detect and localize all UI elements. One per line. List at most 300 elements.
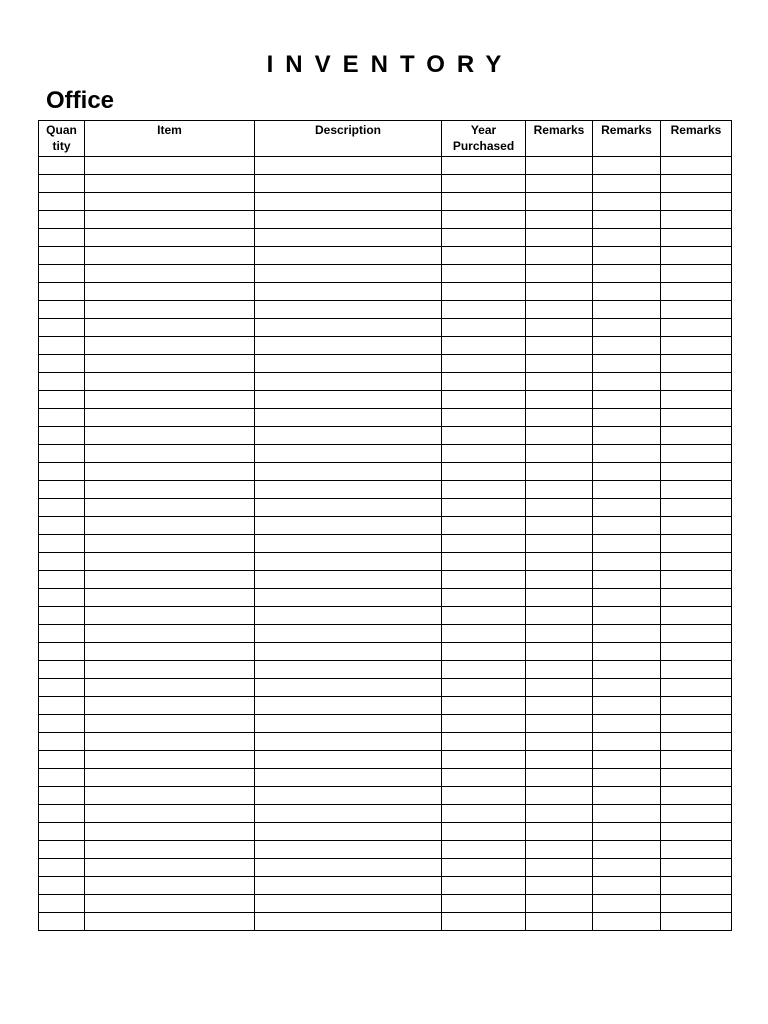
cell-remarks-3[interactable]: [661, 445, 732, 463]
cell-remarks-1[interactable]: [526, 859, 593, 877]
cell-remarks-1[interactable]: [526, 157, 593, 175]
cell-year-purchased[interactable]: [442, 733, 526, 751]
cell-remarks-3[interactable]: [661, 805, 732, 823]
cell-item[interactable]: [85, 427, 255, 445]
cell-item[interactable]: [85, 589, 255, 607]
cell-description[interactable]: [255, 841, 442, 859]
cell-remarks-1[interactable]: [526, 823, 593, 841]
cell-remarks-1[interactable]: [526, 661, 593, 679]
cell-description[interactable]: [255, 229, 442, 247]
cell-item[interactable]: [85, 859, 255, 877]
cell-quantity[interactable]: [39, 661, 85, 679]
cell-quantity[interactable]: [39, 769, 85, 787]
cell-year-purchased[interactable]: [442, 697, 526, 715]
cell-remarks-3[interactable]: [661, 211, 732, 229]
cell-description[interactable]: [255, 409, 442, 427]
cell-year-purchased[interactable]: [442, 751, 526, 769]
cell-remarks-2[interactable]: [593, 157, 661, 175]
cell-remarks-2[interactable]: [593, 211, 661, 229]
cell-year-purchased[interactable]: [442, 481, 526, 499]
cell-description[interactable]: [255, 697, 442, 715]
cell-quantity[interactable]: [39, 373, 85, 391]
cell-item[interactable]: [85, 373, 255, 391]
cell-remarks-2[interactable]: [593, 373, 661, 391]
cell-quantity[interactable]: [39, 409, 85, 427]
cell-remarks-1[interactable]: [526, 175, 593, 193]
cell-year-purchased[interactable]: [442, 715, 526, 733]
cell-item[interactable]: [85, 769, 255, 787]
cell-remarks-1[interactable]: [526, 427, 593, 445]
cell-quantity[interactable]: [39, 643, 85, 661]
cell-item[interactable]: [85, 409, 255, 427]
cell-quantity[interactable]: [39, 571, 85, 589]
cell-item[interactable]: [85, 193, 255, 211]
cell-remarks-2[interactable]: [593, 445, 661, 463]
cell-remarks-3[interactable]: [661, 319, 732, 337]
cell-item[interactable]: [85, 391, 255, 409]
cell-year-purchased[interactable]: [442, 517, 526, 535]
cell-remarks-2[interactable]: [593, 337, 661, 355]
cell-item[interactable]: [85, 265, 255, 283]
cell-remarks-3[interactable]: [661, 409, 732, 427]
cell-year-purchased[interactable]: [442, 427, 526, 445]
cell-description[interactable]: [255, 481, 442, 499]
cell-remarks-3[interactable]: [661, 913, 732, 931]
cell-description[interactable]: [255, 859, 442, 877]
cell-year-purchased[interactable]: [442, 319, 526, 337]
cell-item[interactable]: [85, 337, 255, 355]
cell-remarks-2[interactable]: [593, 463, 661, 481]
cell-quantity[interactable]: [39, 463, 85, 481]
cell-remarks-1[interactable]: [526, 211, 593, 229]
cell-quantity[interactable]: [39, 877, 85, 895]
cell-remarks-2[interactable]: [593, 643, 661, 661]
cell-year-purchased[interactable]: [442, 679, 526, 697]
cell-remarks-1[interactable]: [526, 805, 593, 823]
cell-remarks-2[interactable]: [593, 391, 661, 409]
cell-description[interactable]: [255, 265, 442, 283]
cell-description[interactable]: [255, 283, 442, 301]
cell-remarks-1[interactable]: [526, 715, 593, 733]
cell-remarks-3[interactable]: [661, 679, 732, 697]
cell-remarks-1[interactable]: [526, 247, 593, 265]
cell-description[interactable]: [255, 175, 442, 193]
cell-item[interactable]: [85, 913, 255, 931]
cell-item[interactable]: [85, 481, 255, 499]
cell-remarks-3[interactable]: [661, 157, 732, 175]
cell-remarks-3[interactable]: [661, 823, 732, 841]
cell-quantity[interactable]: [39, 157, 85, 175]
cell-remarks-2[interactable]: [593, 499, 661, 517]
cell-item[interactable]: [85, 805, 255, 823]
cell-remarks-1[interactable]: [526, 409, 593, 427]
cell-remarks-3[interactable]: [661, 463, 732, 481]
cell-remarks-3[interactable]: [661, 193, 732, 211]
cell-remarks-2[interactable]: [593, 319, 661, 337]
cell-year-purchased[interactable]: [442, 229, 526, 247]
cell-quantity[interactable]: [39, 301, 85, 319]
cell-item[interactable]: [85, 715, 255, 733]
cell-remarks-3[interactable]: [661, 589, 732, 607]
cell-description[interactable]: [255, 373, 442, 391]
cell-remarks-1[interactable]: [526, 337, 593, 355]
cell-remarks-3[interactable]: [661, 625, 732, 643]
cell-description[interactable]: [255, 391, 442, 409]
cell-description[interactable]: [255, 589, 442, 607]
cell-year-purchased[interactable]: [442, 589, 526, 607]
cell-year-purchased[interactable]: [442, 535, 526, 553]
cell-quantity[interactable]: [39, 391, 85, 409]
cell-remarks-3[interactable]: [661, 481, 732, 499]
cell-remarks-2[interactable]: [593, 607, 661, 625]
cell-quantity[interactable]: [39, 589, 85, 607]
cell-remarks-1[interactable]: [526, 319, 593, 337]
cell-quantity[interactable]: [39, 679, 85, 697]
cell-remarks-3[interactable]: [661, 301, 732, 319]
cell-quantity[interactable]: [39, 823, 85, 841]
cell-remarks-1[interactable]: [526, 481, 593, 499]
cell-remarks-1[interactable]: [526, 643, 593, 661]
cell-year-purchased[interactable]: [442, 859, 526, 877]
cell-year-purchased[interactable]: [442, 571, 526, 589]
cell-remarks-1[interactable]: [526, 193, 593, 211]
cell-remarks-2[interactable]: [593, 751, 661, 769]
cell-description[interactable]: [255, 463, 442, 481]
cell-remarks-2[interactable]: [593, 481, 661, 499]
cell-year-purchased[interactable]: [442, 805, 526, 823]
cell-remarks-3[interactable]: [661, 247, 732, 265]
cell-item[interactable]: [85, 679, 255, 697]
cell-year-purchased[interactable]: [442, 409, 526, 427]
cell-remarks-3[interactable]: [661, 283, 732, 301]
cell-remarks-2[interactable]: [593, 733, 661, 751]
cell-year-purchased[interactable]: [442, 607, 526, 625]
cell-remarks-3[interactable]: [661, 373, 732, 391]
cell-remarks-2[interactable]: [593, 715, 661, 733]
cell-item[interactable]: [85, 517, 255, 535]
cell-remarks-2[interactable]: [593, 301, 661, 319]
cell-description[interactable]: [255, 319, 442, 337]
cell-remarks-1[interactable]: [526, 463, 593, 481]
cell-item[interactable]: [85, 499, 255, 517]
cell-remarks-2[interactable]: [593, 571, 661, 589]
cell-quantity[interactable]: [39, 895, 85, 913]
cell-remarks-3[interactable]: [661, 337, 732, 355]
cell-remarks-3[interactable]: [661, 859, 732, 877]
cell-quantity[interactable]: [39, 175, 85, 193]
cell-description[interactable]: [255, 355, 442, 373]
cell-description[interactable]: [255, 553, 442, 571]
cell-description[interactable]: [255, 301, 442, 319]
cell-remarks-1[interactable]: [526, 733, 593, 751]
cell-item[interactable]: [85, 751, 255, 769]
cell-remarks-2[interactable]: [593, 589, 661, 607]
cell-year-purchased[interactable]: [442, 211, 526, 229]
cell-remarks-1[interactable]: [526, 877, 593, 895]
cell-remarks-3[interactable]: [661, 769, 732, 787]
cell-year-purchased[interactable]: [442, 337, 526, 355]
cell-description[interactable]: [255, 535, 442, 553]
cell-remarks-2[interactable]: [593, 805, 661, 823]
cell-year-purchased[interactable]: [442, 553, 526, 571]
cell-remarks-1[interactable]: [526, 355, 593, 373]
cell-item[interactable]: [85, 823, 255, 841]
cell-remarks-2[interactable]: [593, 517, 661, 535]
cell-description[interactable]: [255, 715, 442, 733]
cell-remarks-3[interactable]: [661, 895, 732, 913]
cell-remarks-3[interactable]: [661, 643, 732, 661]
cell-year-purchased[interactable]: [442, 265, 526, 283]
cell-description[interactable]: [255, 661, 442, 679]
cell-quantity[interactable]: [39, 715, 85, 733]
cell-item[interactable]: [85, 229, 255, 247]
cell-item[interactable]: [85, 697, 255, 715]
cell-item[interactable]: [85, 895, 255, 913]
cell-description[interactable]: [255, 211, 442, 229]
cell-year-purchased[interactable]: [442, 877, 526, 895]
cell-description[interactable]: [255, 769, 442, 787]
cell-year-purchased[interactable]: [442, 913, 526, 931]
cell-description[interactable]: [255, 877, 442, 895]
cell-remarks-3[interactable]: [661, 517, 732, 535]
cell-year-purchased[interactable]: [442, 787, 526, 805]
cell-remarks-3[interactable]: [661, 391, 732, 409]
cell-remarks-3[interactable]: [661, 355, 732, 373]
cell-quantity[interactable]: [39, 319, 85, 337]
cell-remarks-2[interactable]: [593, 679, 661, 697]
cell-description[interactable]: [255, 427, 442, 445]
cell-item[interactable]: [85, 175, 255, 193]
cell-description[interactable]: [255, 823, 442, 841]
cell-remarks-2[interactable]: [593, 859, 661, 877]
cell-description[interactable]: [255, 625, 442, 643]
cell-remarks-1[interactable]: [526, 625, 593, 643]
cell-remarks-3[interactable]: [661, 265, 732, 283]
cell-remarks-1[interactable]: [526, 283, 593, 301]
cell-remarks-2[interactable]: [593, 355, 661, 373]
cell-remarks-2[interactable]: [593, 193, 661, 211]
cell-remarks-1[interactable]: [526, 229, 593, 247]
cell-remarks-2[interactable]: [593, 265, 661, 283]
cell-year-purchased[interactable]: [442, 373, 526, 391]
cell-remarks-3[interactable]: [661, 571, 732, 589]
cell-item[interactable]: [85, 319, 255, 337]
cell-item[interactable]: [85, 733, 255, 751]
cell-remarks-3[interactable]: [661, 751, 732, 769]
cell-remarks-1[interactable]: [526, 265, 593, 283]
cell-remarks-1[interactable]: [526, 697, 593, 715]
cell-quantity[interactable]: [39, 481, 85, 499]
cell-description[interactable]: [255, 787, 442, 805]
cell-quantity[interactable]: [39, 805, 85, 823]
cell-item[interactable]: [85, 211, 255, 229]
cell-year-purchased[interactable]: [442, 301, 526, 319]
cell-description[interactable]: [255, 247, 442, 265]
cell-remarks-3[interactable]: [661, 535, 732, 553]
cell-remarks-1[interactable]: [526, 499, 593, 517]
cell-year-purchased[interactable]: [442, 499, 526, 517]
cell-remarks-1[interactable]: [526, 589, 593, 607]
cell-item[interactable]: [85, 787, 255, 805]
cell-remarks-1[interactable]: [526, 895, 593, 913]
cell-year-purchased[interactable]: [442, 193, 526, 211]
cell-quantity[interactable]: [39, 787, 85, 805]
cell-remarks-2[interactable]: [593, 553, 661, 571]
cell-item[interactable]: [85, 535, 255, 553]
cell-item[interactable]: [85, 463, 255, 481]
cell-remarks-2[interactable]: [593, 913, 661, 931]
cell-year-purchased[interactable]: [442, 643, 526, 661]
cell-quantity[interactable]: [39, 535, 85, 553]
cell-remarks-3[interactable]: [661, 841, 732, 859]
cell-item[interactable]: [85, 877, 255, 895]
cell-description[interactable]: [255, 679, 442, 697]
cell-description[interactable]: [255, 517, 442, 535]
cell-quantity[interactable]: [39, 517, 85, 535]
cell-remarks-1[interactable]: [526, 607, 593, 625]
cell-item[interactable]: [85, 283, 255, 301]
cell-quantity[interactable]: [39, 265, 85, 283]
cell-description[interactable]: [255, 337, 442, 355]
cell-remarks-1[interactable]: [526, 373, 593, 391]
cell-item[interactable]: [85, 643, 255, 661]
cell-remarks-3[interactable]: [661, 697, 732, 715]
cell-quantity[interactable]: [39, 499, 85, 517]
cell-description[interactable]: [255, 913, 442, 931]
cell-remarks-2[interactable]: [593, 769, 661, 787]
cell-remarks-3[interactable]: [661, 229, 732, 247]
cell-description[interactable]: [255, 751, 442, 769]
cell-quantity[interactable]: [39, 193, 85, 211]
cell-description[interactable]: [255, 895, 442, 913]
cell-remarks-3[interactable]: [661, 553, 732, 571]
cell-remarks-1[interactable]: [526, 391, 593, 409]
cell-description[interactable]: [255, 805, 442, 823]
cell-year-purchased[interactable]: [442, 247, 526, 265]
cell-quantity[interactable]: [39, 247, 85, 265]
cell-remarks-2[interactable]: [593, 283, 661, 301]
cell-description[interactable]: [255, 499, 442, 517]
cell-remarks-3[interactable]: [661, 499, 732, 517]
cell-item[interactable]: [85, 841, 255, 859]
cell-remarks-1[interactable]: [526, 301, 593, 319]
cell-year-purchased[interactable]: [442, 283, 526, 301]
cell-quantity[interactable]: [39, 841, 85, 859]
cell-description[interactable]: [255, 643, 442, 661]
cell-description[interactable]: [255, 157, 442, 175]
cell-quantity[interactable]: [39, 211, 85, 229]
cell-year-purchased[interactable]: [442, 463, 526, 481]
cell-description[interactable]: [255, 445, 442, 463]
cell-year-purchased[interactable]: [442, 625, 526, 643]
cell-year-purchased[interactable]: [442, 895, 526, 913]
cell-quantity[interactable]: [39, 859, 85, 877]
cell-quantity[interactable]: [39, 751, 85, 769]
cell-item[interactable]: [85, 247, 255, 265]
cell-remarks-3[interactable]: [661, 715, 732, 733]
cell-remarks-3[interactable]: [661, 661, 732, 679]
cell-remarks-1[interactable]: [526, 913, 593, 931]
cell-item[interactable]: [85, 301, 255, 319]
cell-item[interactable]: [85, 445, 255, 463]
cell-remarks-2[interactable]: [593, 697, 661, 715]
cell-remarks-1[interactable]: [526, 535, 593, 553]
cell-item[interactable]: [85, 157, 255, 175]
cell-item[interactable]: [85, 661, 255, 679]
cell-quantity[interactable]: [39, 445, 85, 463]
cell-description[interactable]: [255, 193, 442, 211]
cell-remarks-1[interactable]: [526, 841, 593, 859]
cell-remarks-1[interactable]: [526, 517, 593, 535]
cell-quantity[interactable]: [39, 337, 85, 355]
cell-quantity[interactable]: [39, 625, 85, 643]
cell-quantity[interactable]: [39, 913, 85, 931]
cell-year-purchased[interactable]: [442, 661, 526, 679]
cell-remarks-2[interactable]: [593, 787, 661, 805]
cell-year-purchased[interactable]: [442, 391, 526, 409]
cell-item[interactable]: [85, 607, 255, 625]
cell-item[interactable]: [85, 625, 255, 643]
cell-remarks-2[interactable]: [593, 895, 661, 913]
cell-remarks-3[interactable]: [661, 607, 732, 625]
cell-quantity[interactable]: [39, 355, 85, 373]
cell-year-purchased[interactable]: [442, 355, 526, 373]
cell-year-purchased[interactable]: [442, 769, 526, 787]
cell-quantity[interactable]: [39, 733, 85, 751]
cell-remarks-2[interactable]: [593, 427, 661, 445]
cell-remarks-2[interactable]: [593, 535, 661, 553]
cell-remarks-2[interactable]: [593, 247, 661, 265]
cell-remarks-3[interactable]: [661, 175, 732, 193]
cell-remarks-2[interactable]: [593, 625, 661, 643]
cell-remarks-2[interactable]: [593, 175, 661, 193]
cell-remarks-2[interactable]: [593, 229, 661, 247]
cell-description[interactable]: [255, 733, 442, 751]
cell-remarks-2[interactable]: [593, 877, 661, 895]
cell-remarks-2[interactable]: [593, 823, 661, 841]
cell-remarks-1[interactable]: [526, 553, 593, 571]
cell-year-purchased[interactable]: [442, 823, 526, 841]
cell-remarks-3[interactable]: [661, 427, 732, 445]
cell-quantity[interactable]: [39, 697, 85, 715]
cell-item[interactable]: [85, 355, 255, 373]
cell-remarks-3[interactable]: [661, 733, 732, 751]
cell-remarks-2[interactable]: [593, 409, 661, 427]
cell-remarks-2[interactable]: [593, 661, 661, 679]
cell-quantity[interactable]: [39, 553, 85, 571]
cell-remarks-1[interactable]: [526, 787, 593, 805]
cell-remarks-1[interactable]: [526, 769, 593, 787]
cell-quantity[interactable]: [39, 427, 85, 445]
cell-remarks-2[interactable]: [593, 841, 661, 859]
cell-item[interactable]: [85, 553, 255, 571]
cell-remarks-1[interactable]: [526, 679, 593, 697]
cell-year-purchased[interactable]: [442, 175, 526, 193]
cell-remarks-3[interactable]: [661, 877, 732, 895]
cell-quantity[interactable]: [39, 229, 85, 247]
cell-quantity[interactable]: [39, 607, 85, 625]
cell-remarks-1[interactable]: [526, 571, 593, 589]
cell-year-purchased[interactable]: [442, 445, 526, 463]
cell-item[interactable]: [85, 571, 255, 589]
cell-remarks-1[interactable]: [526, 751, 593, 769]
cell-description[interactable]: [255, 571, 442, 589]
cell-description[interactable]: [255, 607, 442, 625]
cell-quantity[interactable]: [39, 283, 85, 301]
cell-remarks-3[interactable]: [661, 787, 732, 805]
cell-remarks-1[interactable]: [526, 445, 593, 463]
cell-year-purchased[interactable]: [442, 157, 526, 175]
